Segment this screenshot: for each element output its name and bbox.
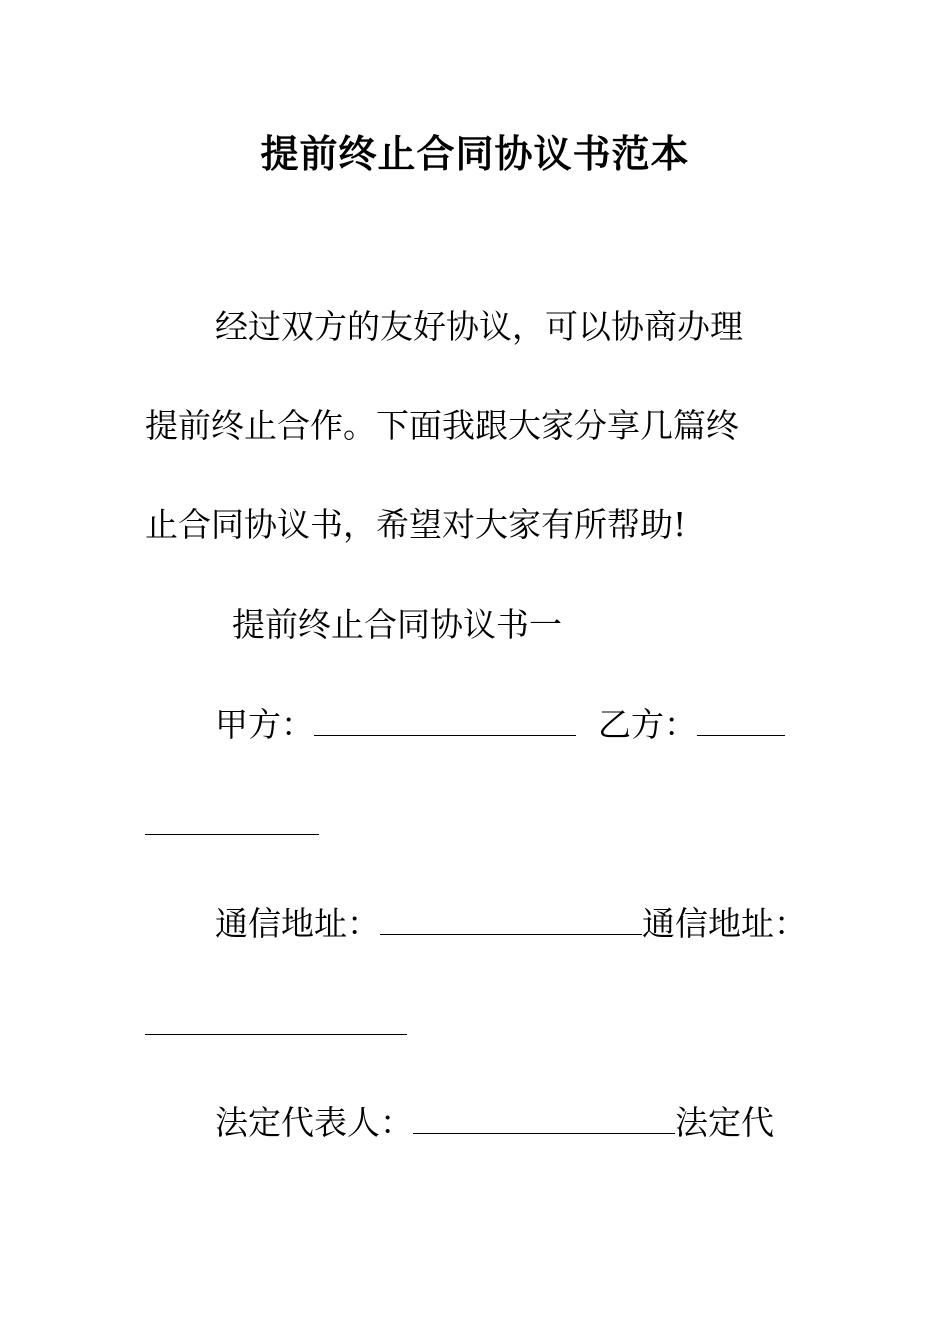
party-a-label: 甲方： [215, 705, 314, 744]
legal-rep-partial: 法定代 [675, 1103, 774, 1142]
address-label-b: 通信地址： [642, 904, 807, 943]
address-a-blank [380, 906, 642, 935]
intro-line-3: 止合同协议书，希望对大家有所帮助! [145, 505, 687, 544]
legal-rep-blank [413, 1105, 675, 1134]
intro-line-2: 提前终止合作。下面我跟大家分享几篇终 [145, 406, 739, 445]
party-b-label: 乙方： [598, 705, 697, 744]
party-b-blank [697, 707, 785, 736]
section-heading: 提前终止合同协议书一 [232, 605, 562, 644]
party-a-blank [314, 707, 576, 736]
legal-rep-line [215, 1101, 774, 1145]
document-title: 提前终止合同协议书范本 [260, 131, 690, 176]
address-label-a: 通信地址： [215, 904, 380, 943]
party-b-blank-continued [145, 806, 319, 835]
legal-rep-label: 法定代表人： [215, 1103, 413, 1142]
party-b-blank-continued-line [145, 802, 319, 846]
address-b-blank [145, 1006, 407, 1035]
address-line [215, 902, 807, 946]
party-line [215, 703, 785, 747]
intro-line-1: 经过双方的友好协议，可以协商办理 [215, 307, 743, 346]
address-b-blank-line [145, 1002, 407, 1046]
